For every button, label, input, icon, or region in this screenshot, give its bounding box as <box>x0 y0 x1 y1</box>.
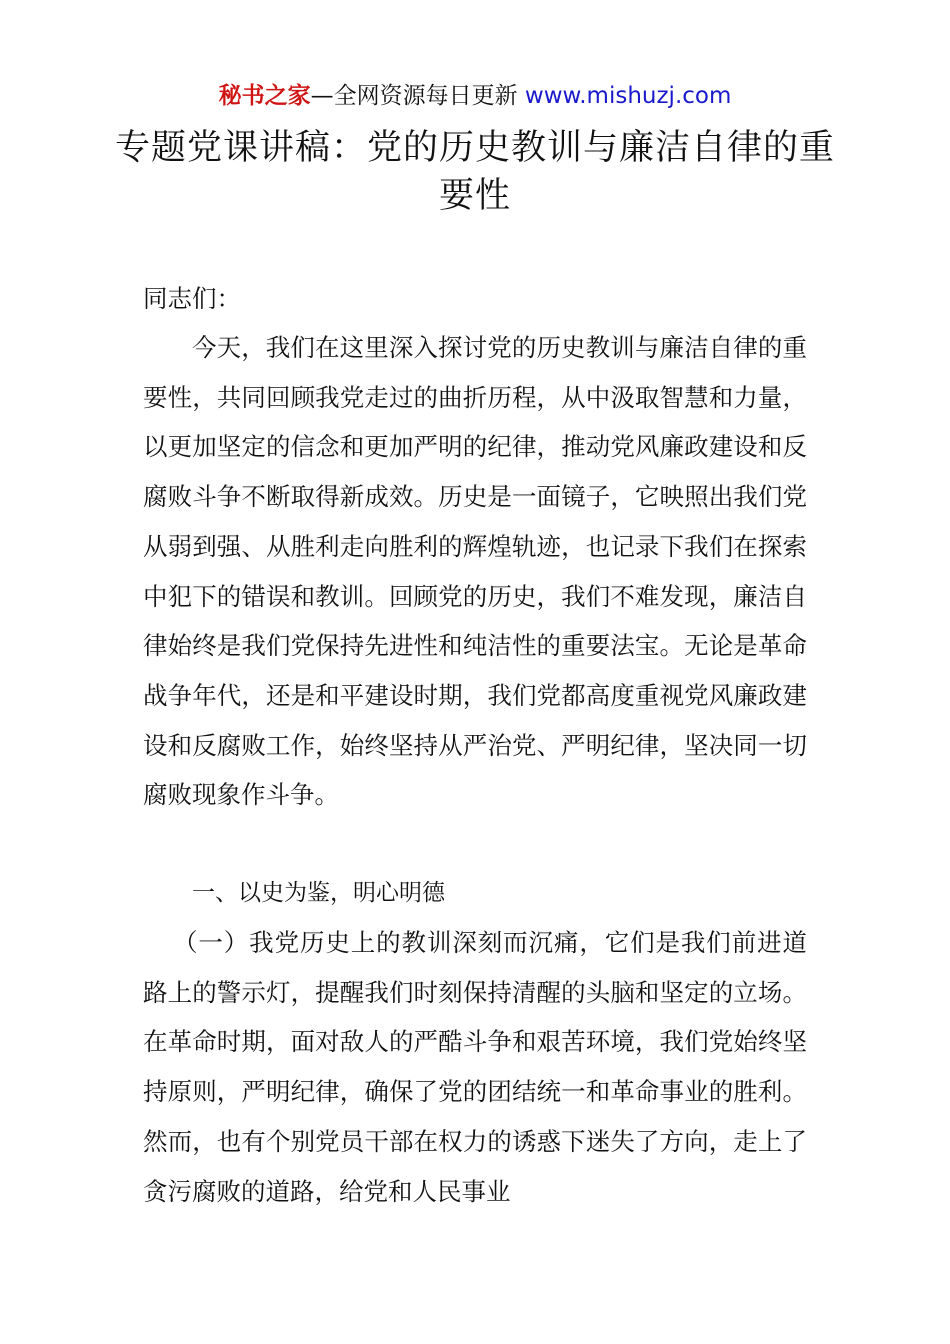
section-heading: 一、以史为鉴，明心明德 <box>192 880 445 906</box>
body-paragraph: （一）我党历史上的教训深刻而沉痛，它们是我们前进道路上的警示灯，提醒我们时刻保持清醒的头脑和坚定的立场。在革命时期，面对敌人的严酷斗争和艰苦环境，我们党始终坚持原则，严明纪律，确保了党的团结统一和革命事业的胜利。然而，也有个别党员干部在权力的诱惑下迷失了方向，走上了贪污腐败的道路，给党和人民事业 <box>143 928 807 1206</box>
document-title: 专题党课讲稿：党的历史教训与廉洁自律的重要性 <box>114 128 835 216</box>
brand-name: 秘书之家 <box>218 83 311 109</box>
body-paragraph: 今天，我们在这里深入探讨党的历史教训与廉洁自律的重要性，共同回顾我党走过的曲折历程，从中汲取智慧和力量，以更加坚定的信念和更加严明的纪律，推动党风廉政建设和反腐败斗争不断取得新成效。历史是一面镜子，它映照出我们党从弱到强、从胜利走向胜利的辉煌轨迹，也记录下我们在探索中犯下的错误和教训。回顾党的历史，我们不难发现，廉洁自律始终是我们党保持先进性和纯洁性的重要法宝。无论是革命战争年代，还是和平建设时期，我们党都高度重视党风廉政建设和反腐败工作，始终坚持从严治党、严明纪律，坚决同一切腐败现象作斗争。 <box>143 333 807 810</box>
site-banner <box>0 80 950 112</box>
salutation: 同志们： <box>143 284 241 313</box>
banner-tagline: —全网资源每日更新 <box>310 83 525 109</box>
site-url-link[interactable]: www.mishuzj.com <box>524 83 732 109</box>
